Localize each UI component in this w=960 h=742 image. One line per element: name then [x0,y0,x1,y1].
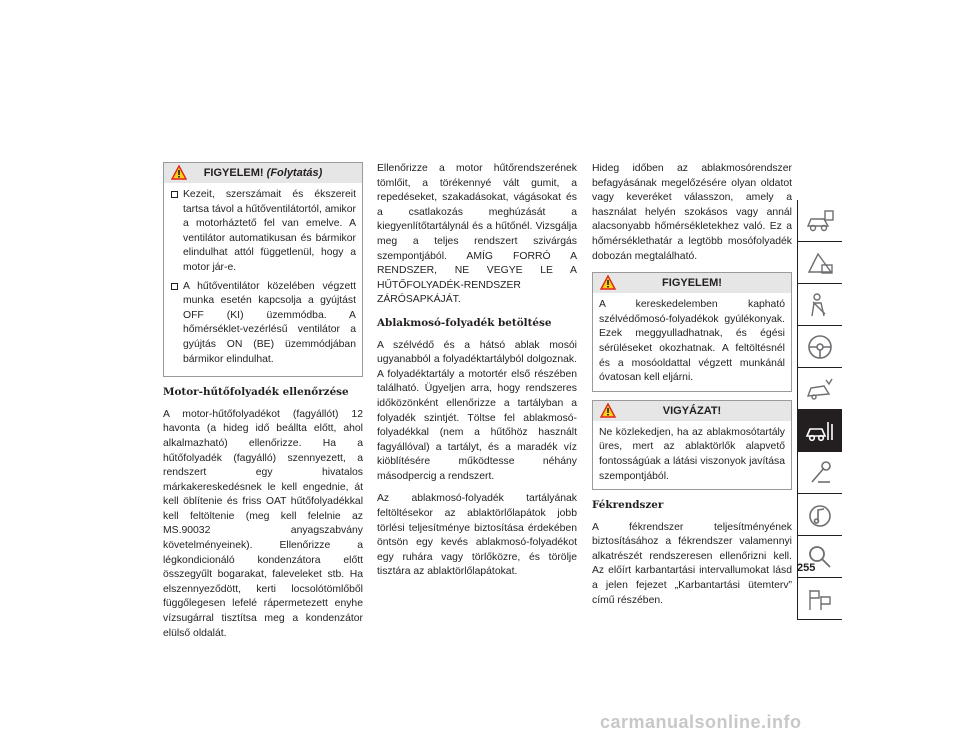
section-heading-washer-fluid: Ablakmosó-folyadék betöltése [377,316,552,329]
warning-list-item: A hűtőventilátor közelében végzett munka esetén kapcsolja a gyújtást OFF (KI) üzemmódba. A hőmérséklet-vezérlésű ventilátor a gyújtás ON (BE) üzemmódjában bármikor elindulhat. [170,280,356,368]
steering-wheel-icon [804,332,836,362]
page-number: 255 [797,562,816,574]
column-3 [592,162,792,616]
tab-safety[interactable] [797,284,842,326]
caution-box-title: VIGYÁZAT! [662,404,722,417]
watermark: carmanualsonline.info [600,712,802,732]
caution-text: Ne közlekedjen, ha az ablakmosótartály üres, mert az ablaktörlők alapvető fontosságúak a látási viszonyok javítása szempontjából. [599,426,785,482]
seat-belt-icon [804,290,836,320]
checkbox-bullet-icon [171,191,178,198]
warning-box-title: FIGYELEM! (Folytatás) [203,167,323,179]
checkbox-bullet-icon [171,283,178,290]
column-2 [377,162,577,588]
warning-box [592,272,792,392]
caution-box [592,400,792,490]
warning-box-title: FIGYELEM! [662,277,722,290]
column-1 [163,162,363,649]
tab-multimedia[interactable] [797,494,842,536]
tab-maintenance-active[interactable] [797,410,842,452]
hoses-paragraph: Ellenőrizze a motor hűtőrendszerének tömlőit, a törékennyé vált gumit, a repedéseket, szakadásokat, vágásokat és a csatlakozás meghúzását a kiegyenlítőtartálynál és a hűtőnél. Vizsgálja meg a teljes rendszert szivárgás szempontjából. AMÍG FORRÓ A RENDSZER, NE VEGYE LE A HŰTŐFOLYADÉK-RENDSZER ZÁRÓSAPKÁJÁT. [377,163,577,306]
warning-text: A kereskedelemben kapható szélvédőmosó-folyadékok gyúlékonyak. Ezek meggyulladhatnak, és égési sérüléseket okozhatnak. A feltöltésnél és a mosóoldattal végzett munkánál óvatosan kell eljárni. [599,299,785,384]
section-heading-brakes: Fékrendszer [592,499,664,512]
cold-weather-paragraph: Hideg időben az ablakmosórendszer befagyásának megelőzésére olyan oldatot vagy keveréket válasszon, amely a használat helyén szokásos vagy annál alacsonyabb hőmérsékletekhez való. Ez a hőmérséklethatár a legtöbb mosófolyadék dobozán megtalálható. [592,163,792,262]
washer-paragraph: A szélvédő és a hátsó ablak mosói ugyanabból a folyadéktartályból dolgoznak. A folyadéktartály a motortér első részében található. Ügyeljen arra, hogy rendszeres időközönként ellenőrizze a tartályban a folyadék szintjét. Töltse fel ablakmosó-folyadékkal (nem a hűtőhöz használt fagyállóval) a tartályt, és a maradék víz kiöblítésére működtesse néhány másodpercig a rendszert. [377,339,577,482]
language-flags-icon [804,584,836,614]
warning-list-item: Kezeit, szerszámait és ékszereit tartsa távol a hűtőventilátortól, amikor a motorháztető fel van emelve. A ventilátor automatikusan és bármikor elindulhat attól függetlenül, hogy a motor jár-e. [170,188,356,276]
section-heading-coolant: Motor-hűtőfolyadék ellenőrzése [163,386,349,399]
music-note-icon [804,500,836,530]
tab-technical-data[interactable] [797,452,842,494]
car-info-icon [804,206,836,236]
warning-box-body [164,183,362,376]
wrench-icon [804,458,836,488]
chapter-tabs [797,200,842,620]
caution-box-header [593,401,791,421]
caution-box-body [593,421,791,489]
washer-refill-paragraph: Az ablakmosó-folyadék tartályának feltöltésekor az ablaktörlőlapátok jobb törlési teljesítménye biztosítása érdekében öntsön egy kevés ablakmosó-folyadékot egy ruhára vagy törlőközre, és törölje tisztára az ablaktörlőlapátokat. [377,493,577,578]
warning-box-continued [163,162,363,377]
coolant-paragraph: A motor-hűtőfolyadékot (fagyállót) 12 havonta (a hideg idő beállta előtt, ahol alkalmazható) ellenőrizze. Ha a hűtőfolyadék (fagyálló) szennyezett, a rendszert egy hivatalos márkakereskedésnek le kell engednie, át kell öblítenie és friss OAT hűtőfolyadékkal kell feltöltenie (meg kell felelnie az MS.90032 anyagszabvány követelményeinek). Ellenőrizze a légkondicionáló kondenzátora előtt összegyűlt bogarakat, faleveleket stb. Ha elszennyeződött, kerti locsolótömlőből függőlegesen lefelé rápermetezett enyhe vízsugárral tisztítsa meg a kondenzátor elülső oldalát. [163,408,363,639]
tab-driving[interactable] [797,326,842,368]
warning-list [170,188,356,367]
dashboard-lights-icon [804,248,836,278]
warning-box-header [593,273,791,293]
tab-vehicle-info[interactable] [797,200,842,242]
warning-box-body [593,293,791,391]
car-tools-icon [804,416,836,446]
tab-emergency[interactable] [797,368,842,410]
warning-box-header [164,163,362,183]
car-crash-icon [804,374,836,404]
tab-dashboard[interactable] [797,242,842,284]
brakes-paragraph: A fékrendszer teljesítményének biztosításához a fékrendszer valamennyi alkatrészét rendszeresen ellenőrizni kell. Az előírt karbantartási intervallumokat lásd a jelen fejezet „Karbantartási ütemterv” című részében. [592,521,792,606]
tab-languages[interactable] [797,578,842,620]
